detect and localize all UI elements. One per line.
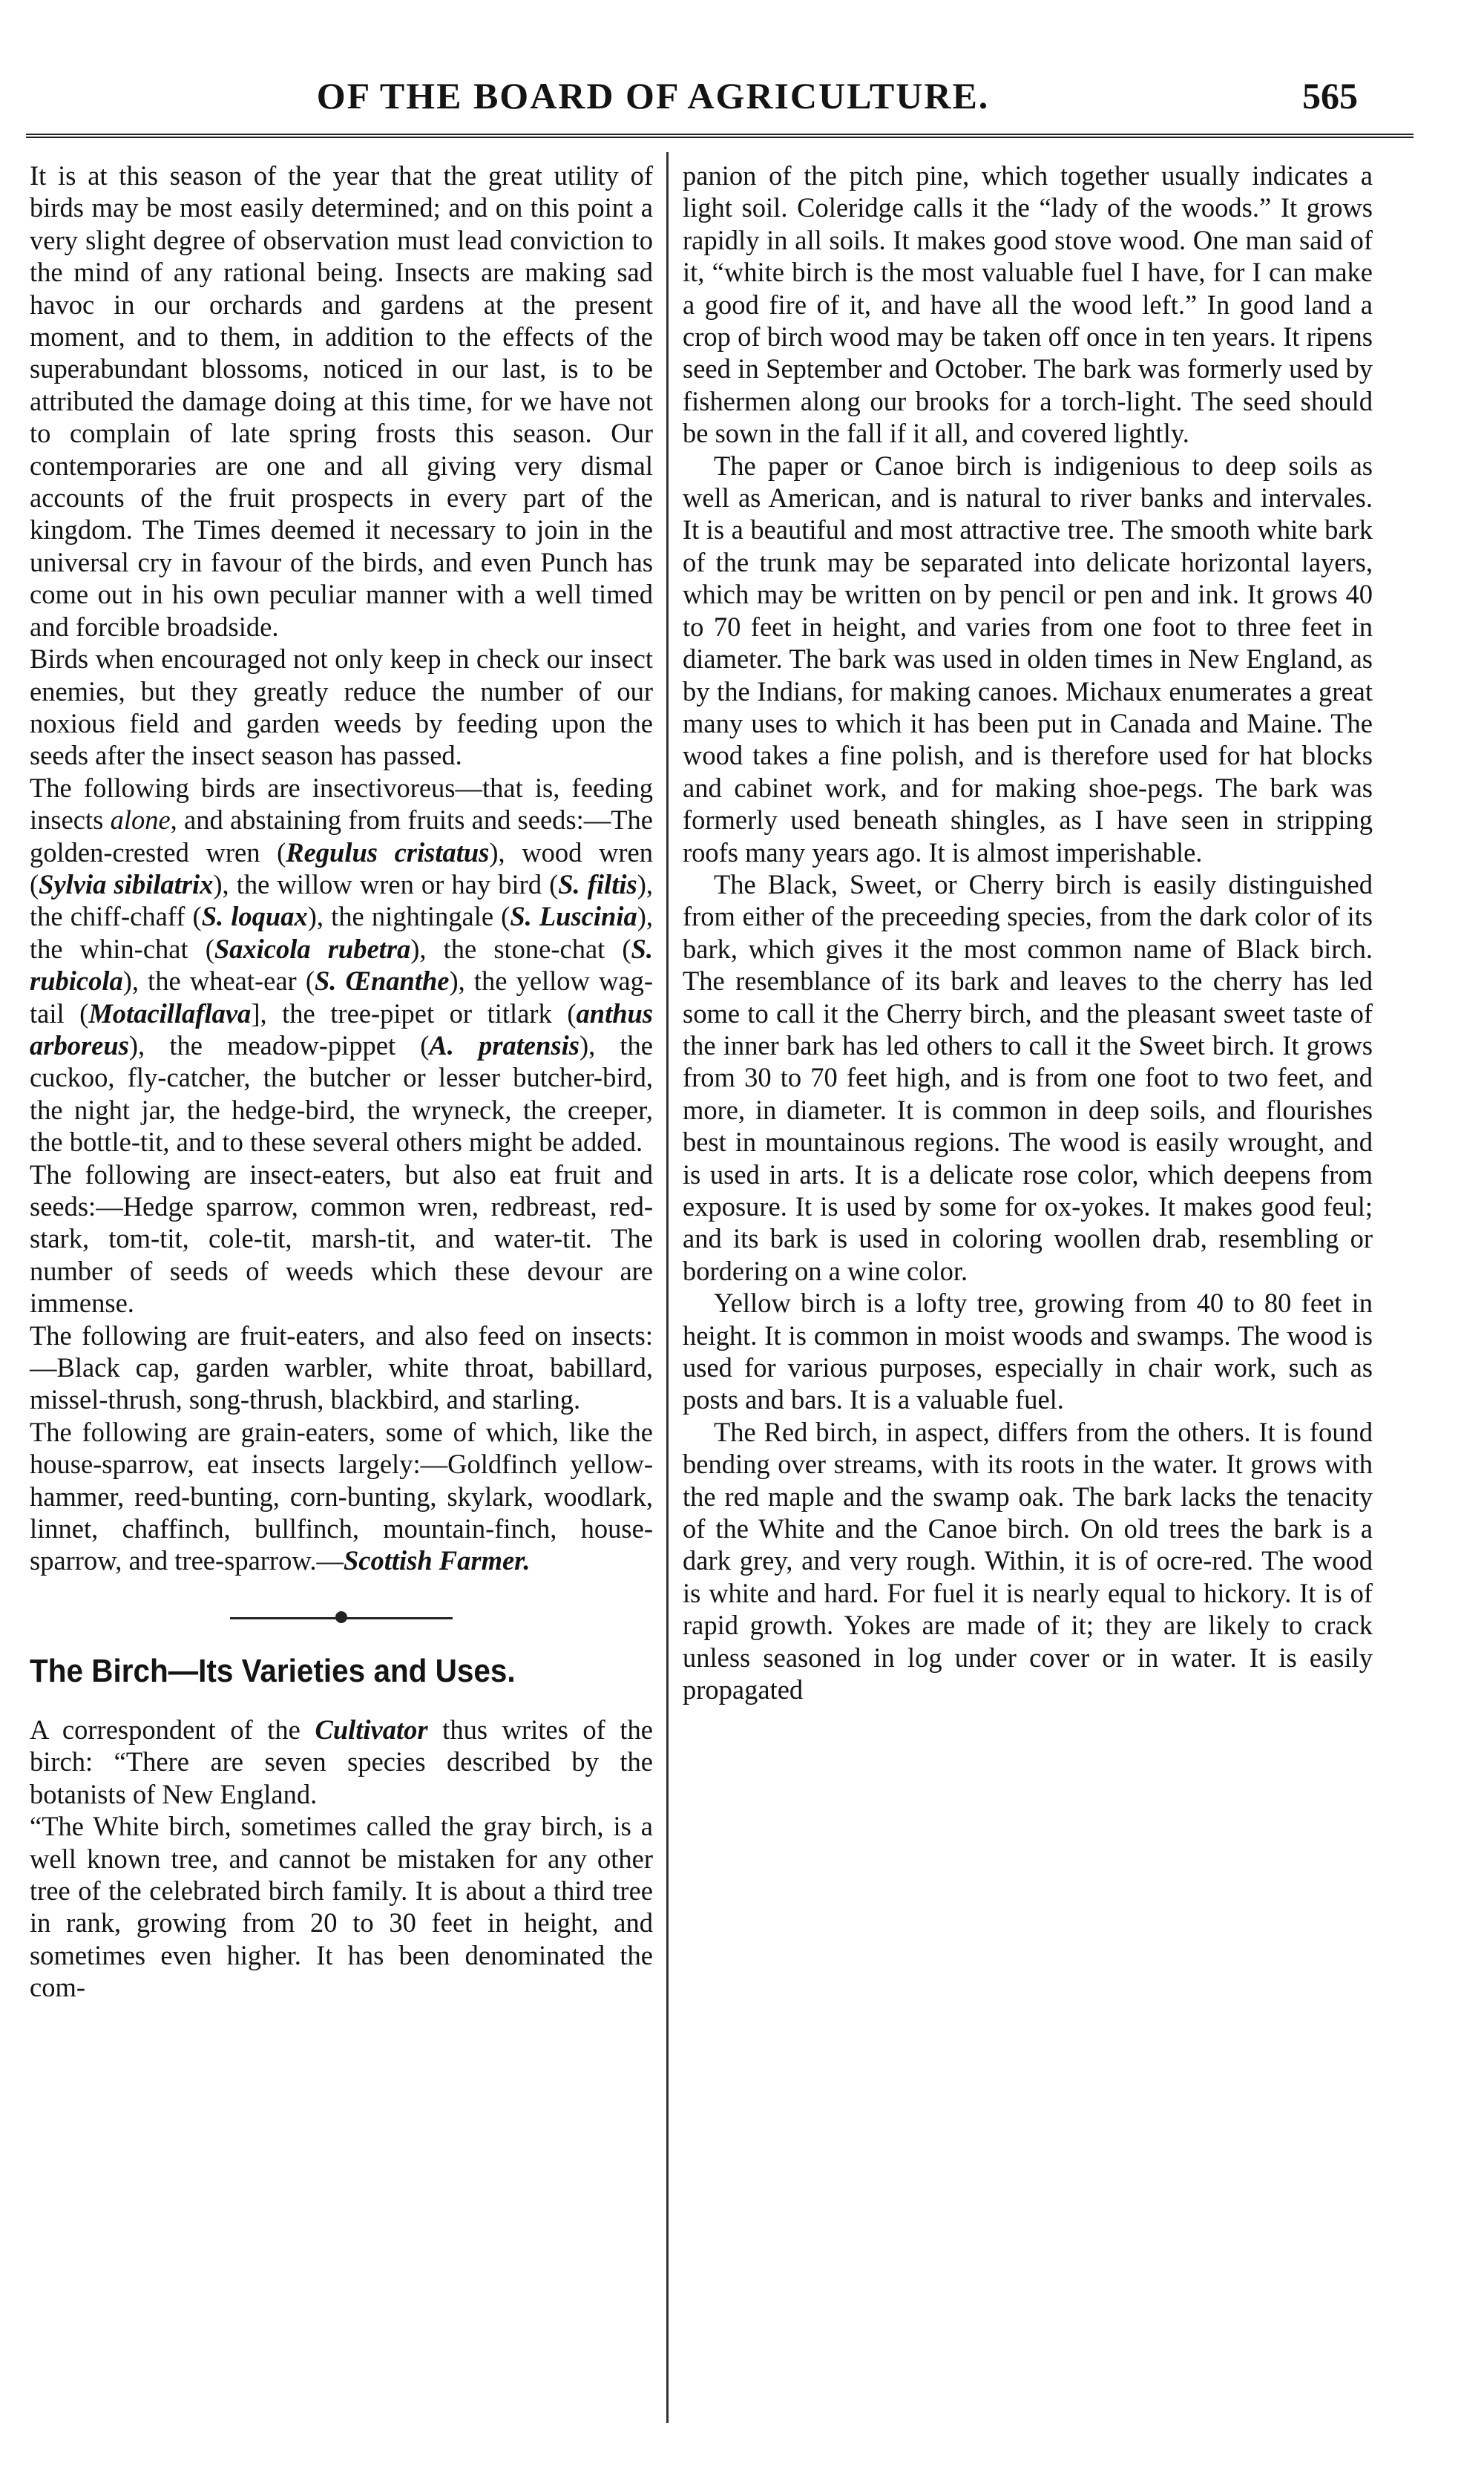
paragraph-grain-eaters: The following are grain-eaters, some of which, like the house-sparrow, eat insects largely:—Goldfinch yellow-hammer, reed-bunting, corn-bunting, skylark, woodlark, linnet, chaffinch, bullfinch, mountain-finch, house-sparrow, and tree-sparrow.—Scottish Farmer. <box>30 1416 653 1576</box>
paragraph-yellow-birch: Yellow birch is a lofty tree, growing from 40 to 80 feet in height. It is common in moist woods and swamps. The wood is used for various purposes, especially in chair work, such as posts and bars. It is a valuable fuel. <box>683 1288 1373 1415</box>
scientific-name: Sylvia sibilatrix <box>39 868 214 899</box>
right-column <box>683 160 1373 1706</box>
scientific-name: S. loquax <box>201 901 308 932</box>
page-header <box>0 74 1484 141</box>
column-divider <box>666 152 669 2423</box>
paragraph-canoe-birch: The paper or Canoe birch is indigenious to deep soils as well as American, and is natural to river banks and intervales. It is a beautiful and most attractive tree. The smooth white bark of the trunk may be separated into delicate horizontal layers, which may be written on by pencil or pen and ink. It grows 40 to 70 feet in height, and varies from one foot to three feet in diameter. The bark was used in olden times in New England, as by the Indians, for making canoes. Michaux enumerates a great many uses to which it has been put in Canada and Maine. The wood takes a fine polish, and is therefore used for hat blocks and cabinet work, and for making shoe-pegs. The bark was formerly used beneath shingles, as I have seen in stripping roofs many years ago. It is almost imperishable. <box>683 450 1373 868</box>
paragraph-birds-encouraged: Birds when encouraged not only keep in check our insect enemies, but they greatly reduce the number of our noxious field and garden weeds by feeding upon the seeds after the insect season has passed. <box>30 643 653 771</box>
paragraph-red-birch: The Red birch, in aspect, differs from the others. It is found bending over streams, with its roots in the water. It grows with the red maple and the swamp oak. The bark lacks the tenacity of the White and the Canoe birch. On old trees the bark is a dark grey, and very rough. Within, it is of ocre-red. The wood is white and hard. For fuel it is nearly equal to hickory. It is of rapid growth. Yokes are made of it; they are likely to crack unless seasoned in log under cover or in water. It is easily propagated <box>683 1416 1373 1705</box>
running-title: OF THE BOARD OF AGRICULTURE. <box>316 75 990 117</box>
left-column <box>30 160 653 2004</box>
publication-name: Cultivator <box>315 1714 428 1745</box>
paragraph-birds-season: It is at this season of the year that the great utility of birds may be most easily determined; and on this point a very slight degree of observation must lead conviction to the mind of any rational being. Insects are making sad havoc in our orchards and gardens at the present moment, and to them, in addition to the effects of the superabundant blossoms, noticed in our last, is to be attributed the damage doing at this time, for we have not to complain of late spring frosts this season. Our contemporaries are one and all giving very dismal accounts of the fruit prospects in every part of the kingdom. The Times deemed it necessary to join in the universal cry in favour of the birds, and even Punch has come out in his own peculiar manner with a well timed and forcible broadside. <box>30 160 653 642</box>
section-ornament <box>30 1599 653 1636</box>
scientific-name: S. Œnanthe <box>314 966 450 997</box>
scientific-name: S. filtis <box>558 868 637 899</box>
paragraph-insect-eaters: The following are insect-eaters, but also eat fruit and seeds:—Hedge sparrow, common wren, redbreast, red-stark, tom-tit, cole-tit, marsh-tit, and water-tit. The number of seeds of weeds which these devour are immense. <box>30 1159 653 1319</box>
paragraph-black-birch: The Black, Sweet, or Cherry birch is easily distinguished from either of the preceeding species, from the dark color of its bark, which gives it the most common name of Black birch. The resemblance of its bark and leaves to the cherry has led some to call it the Cherry birch, and the pleasant sweet taste of the inner bark has led others to call it the Sweet birch. It grows from 30 to 70 feet high, and is from one foot to two feet, and more, in diameter. It is common in deep soils, and flourishes best in mountainous regions. The wood is easily wrought, and is used in arts. It is a delicate rose color, which deepens from exposure. It is used by some for ox-yokes. It makes good feul; and its bark is used in coloring woollen drab, resembling or bordering on a wine color. <box>683 868 1373 1286</box>
paragraph-white-birch-continued: panion of the pitch pine, which together usually indicates a light soil. Coleridge calls it the “lady of the woods.” It grows rapidly in all soils. It makes good stove wood. One man said of it, “white birch is the most valuable fuel I have, for I can make a good fire of it, and have all the wood left.” In good land a crop of birch wood may be taken off once in ten years. It ripens seed in September and October. The bark was formerly used by fishermen along our brooks for a torch-light. The seed should be sown in the fall if it all, and covered lightly. <box>683 160 1373 449</box>
paragraph-white-birch: “The White birch, sometimes called the gray birch, is a well known tree, and cannot be mistaken for any other tree of the celebrated birch family. It is about a third tree in rank, growing from 20 to 30 feet in height, and sometimes even higher. It has been denominated the com- <box>30 1811 653 2003</box>
article-signature: Scottish Farmer. <box>343 1545 531 1576</box>
page-number: 565 <box>1302 75 1358 117</box>
scientific-name: anthus arboreus <box>30 997 654 1061</box>
paragraph-insectivorous-birds: The following birds are insectivoreus—that is, feeding insects alone, and abstaining from fruits and seeds:—The golden-crested wren (Regulus cristatus), wood wren (Sylvia sibilatrix), the willow wren or hay bird (S. filtis), the chiff-chaff (S. loquax), the nightingale (S. Luscinia), the whin-chat (Saxicola rubetra), the stone-chat (S. rubicola), the wheat-ear (S. Œnanthe), the yellow wag-tail (Motacillaflava], the tree-pipet or titlark (anthus arboreus), the meadow-pippet (A. pratensis), the cuckoo, fly-catcher, the butcher or lesser butcher-bird, the night jar, the hedge-bird, the wryneck, the creeper, the bottle-tit, and to these several others might be added. <box>30 772 654 1158</box>
emphasis-alone: alone <box>110 804 171 836</box>
paragraph-fruit-eaters: The following are fruit-eaters, and also feed on insects:—Black cap, garden warbler, white throat, babillard, missel-thrush, song-thrush, blackbird, and starling. <box>30 1320 653 1415</box>
section-title: The Birch—Its Varieties and Uses. <box>30 1652 516 1689</box>
scientific-name: Regulus cristatus <box>286 836 490 868</box>
scientific-name: Saxicola rubetra <box>214 933 411 964</box>
scientific-name: Motacillaflava <box>88 997 252 1029</box>
header-rule <box>26 134 1414 138</box>
ornament-dot <box>335 1611 347 1623</box>
paragraph-cultivator-intro: A correspondent of the Cultivator thus writes of the birch: “There are seven species described by the botanists of New England. <box>30 1714 653 1809</box>
scientific-name: S. rubicola <box>30 933 653 997</box>
scientific-name: S. Luscinia <box>510 901 637 932</box>
scientific-name: A. pratensis <box>429 1029 580 1061</box>
